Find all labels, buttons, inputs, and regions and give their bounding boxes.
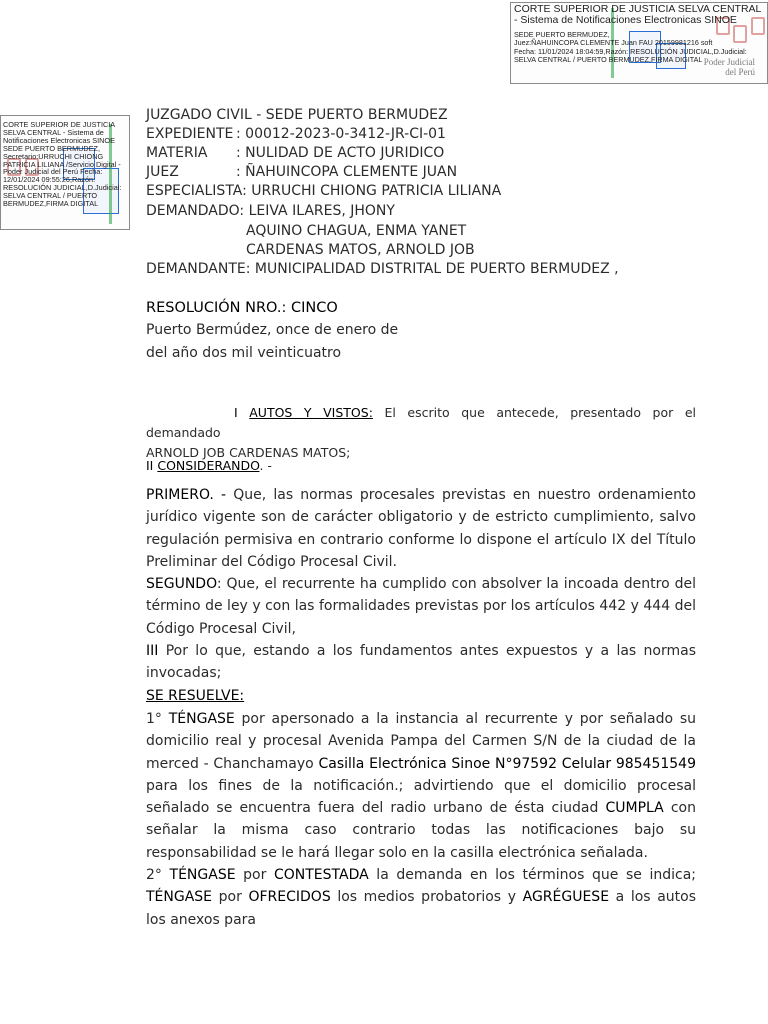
point-text: la demanda en los términos que se indica; [368,867,696,884]
primero-paragraph [146,484,696,573]
expediente-label: EXPEDIENTE [146,126,234,142]
digital-signature-stamp-judge [510,2,768,84]
expediente-row [146,126,446,142]
stamp-line: CORTE SUPERIOR DE JUSTICIA SELVA CENTRAL [514,3,762,15]
keyword: TÉNGASE [168,711,235,727]
materia-row [146,145,444,161]
point-number: 2° [146,867,162,884]
keyword: TÉNGASE [169,867,236,884]
juez-label: JUEZ [146,164,179,180]
stamp-line: Juez:ÑAHUINCOPA CLEMENTE Juan FAU 20159981216 soft [514,38,713,48]
poder-judicial-logo [704,57,755,77]
digital-signature-stamp-secretary [0,115,130,230]
point-text: para los fines de la notificación.; advirtiendo que el domicilio procesal señalado se encuentra fuera del radio urbano de ésta ciudad [146,777,696,817]
point-text: a los autos los anexos para [146,889,696,928]
seal-icon [751,17,765,35]
point-1 [146,708,696,864]
section-number: II [146,458,154,473]
point-text: los medios probatorios y [330,889,523,906]
stamp-line: Fecha: 11/01/2024 18:04:59,Razón: RESOLUCIÓN JUDICIAL,D.Judicial: [514,46,747,56]
keyword: TÉNGASE [146,889,213,906]
clause-label: SEGUNDO [146,576,217,593]
place-date: del año dos mil veinticuatro [146,345,342,361]
stamp-text: CORTE SUPERIOR DE JUSTICIA SELVA CENTRAL - Sistema de Notificaciones Electronicas SINOE SEDE PUERTO BERMUDEZ, Secretario:URRUCHI CHIONG PATRICIA LILIANA /Servicio Digital - Poder Judicial del Perú Fecha: 12/01/2024 09:55:26,Razón: RESOLUCIÓN JUDICIAL,D.Judicial: SELVA CENTRAL / PUERTO BERMUDEZ,FIRMA DIGITAL [3,120,122,209]
demandado-row: DEMANDADO: LEIVA ILARES, JHONY [146,203,395,219]
keyword: CUMPLA [605,800,664,817]
resolution-title: RESOLUCIÓN NRO.: CINCO [146,300,338,316]
place-date: Puerto Bermúdez, once de enero de [146,322,399,338]
juez-value: : ÑAHUINCOPA CLEMENTE JUAN [236,164,458,180]
iii-paragraph [146,640,696,685]
juez-row [146,164,457,180]
stamp-line: SEDE PUERTO BERMUDEZ, [514,30,610,39]
se-resuelve-heading [146,685,696,707]
logo-text: Poder Judicial [703,57,755,67]
especialista-row: ESPECIALISTA: URRUCHI CHIONG PATRICIA LILIANA [146,183,502,199]
materia-value: : NULIDAD DE ACTO JURIDICO [236,145,445,161]
court-name: JUZGADO CIVIL - SEDE PUERTO BERMUDEZ [146,107,448,123]
point-text: por [235,867,274,884]
logo-text: del Perú [725,67,755,77]
autos-text: El escrito que antecede, presentado por el demandado [146,405,696,440]
demandante-row: DEMANDANTE: MUNICIPALIDAD DISTRITAL DE PUERTO BERMUDEZ , [146,261,619,277]
demandado-row: CARDENAS MATOS, ARNOLD JOB [246,242,475,258]
keyword: AGRÉGUESE [522,889,610,906]
point-text: con señalar la misma caso contrario todas las notificaciones bajo su responsabilidad se le hará llegar solo en la casilla electrónica señalada. [146,800,696,861]
clause-text: Que, las normas procesales previstas en nuestro ordenamiento jurídico vigente son de carácter obligatorio y de estricto cumplimiento, salvo regulación permisiva en contrario conforme lo dispone el artículo IX del Título Preliminar del Código Procesal Civil. [146,487,696,570]
section-heading: CONSIDERANDO [157,458,260,473]
point-text: por apersonado a la instancia al recurrente y por señalado su domicilio real y procesal Avenida Pampa del Carmen S/N de la ciudad de la merced - Chanchamayo [146,711,697,772]
autos-text: ARNOLD JOB CARDENAS MATOS; [146,445,351,460]
segundo-paragraph [146,573,696,640]
section-heading: AUTOS Y VISTOS: [249,405,373,420]
considerando-heading [146,455,696,477]
section-number: I [234,405,238,420]
section-heading: SE RESUELVE: [146,687,245,704]
autos-y-vistos [146,403,696,463]
keyword: Casilla Electrónica Sinoe N°97592 Celular 985451549 [318,755,696,772]
resolution-points [146,708,696,931]
point-2 [146,864,696,931]
materia-label: MATERIA [146,145,208,161]
heading-suffix: . - [259,458,272,473]
keyword: CONTESTADA [273,867,369,884]
clause-label: PRIMERO. - [146,487,227,503]
stamp-line: SELVA CENTRAL / PUERTO BERMUDEZ,FIRMA DIGITAL [514,55,703,65]
point-text: por [212,889,249,906]
stamp-line: - Sistema de Notificaciones Electronicas SINOE [514,14,737,26]
demandado-row: AQUINO CHAGUA, ENMA YANET [246,223,467,239]
point-number: 1° [146,711,162,727]
clause-text: Por lo que, estando a los fundamentos antes expuestos y a las normas invocadas; [146,643,696,682]
expediente-value: : 00012-2023-0-3412-JR-CI-01 [236,126,446,142]
considerando-body [146,484,696,707]
keyword: OFRECIDOS [248,889,331,906]
clause-label: III [146,643,159,660]
clause-text: : Que, el recurrente ha cumplido con absolver la incoada dentro del término de ley y con las formalidades previstas por los artículos 442 y 444 del Código Procesal Civil, [146,576,696,637]
